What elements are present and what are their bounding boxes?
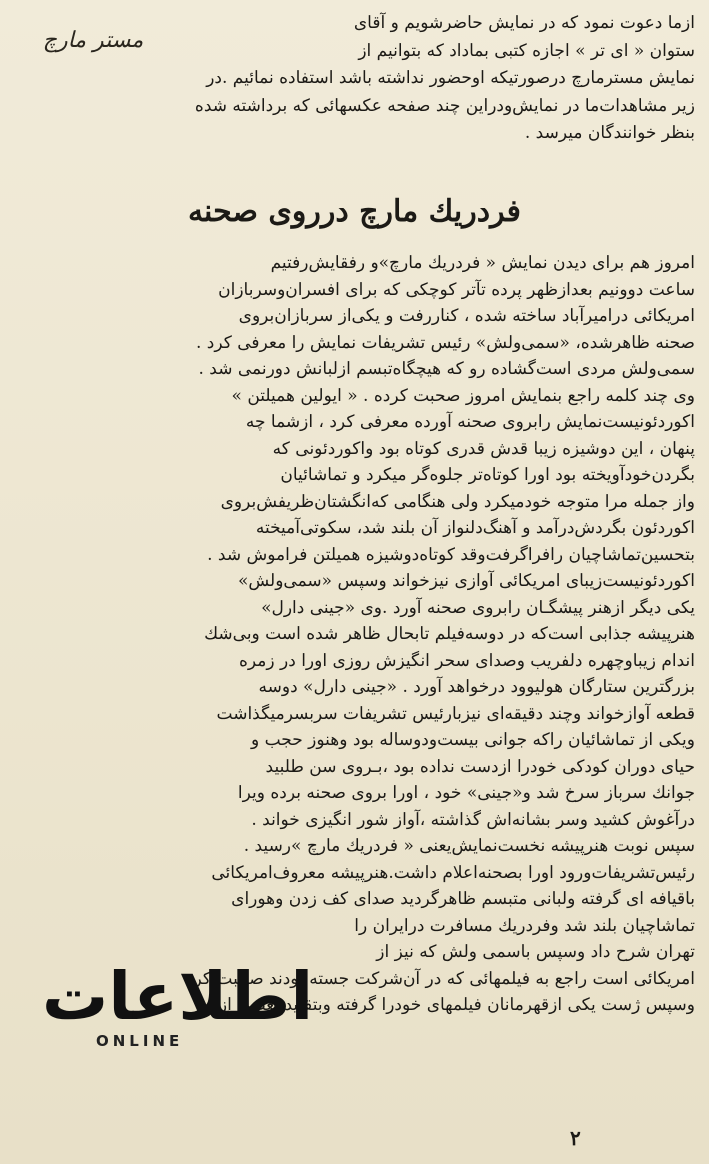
article-line: باقیافه ای گرفته ولبانی متبسم ظاهرگردید صدای کف زدن وهورای xyxy=(231,889,695,909)
article-line: درآغوش کشید وسر بشانه‌اش گذاشته ،آواز شور انگیزی خواند . xyxy=(251,809,695,830)
article-line: ویکی از تماشائیان راکه جوانی بیست‌ودوساله بود وهنوز حجب و xyxy=(250,730,695,750)
article-line: اکوردئون بگردش‌در‌آمد و آهنگ‌دلنواز آن بلند شد، سکوتی‌آمیخته xyxy=(255,518,695,538)
article-line: وی چند کلمه راجع بنمایش امروز صحبت کرده . « ایولین همیلتن » xyxy=(231,385,695,406)
article-line: بزرگترین ستارگان هولیوود درخواهد آورد . «جینی دارل» دوسه xyxy=(258,677,695,697)
article-line: هنر‌پیشه جذابی است‌که در دوسه‌فیلم تابحال ظاهر شده است وبی‌شك xyxy=(204,624,695,644)
intro-line: ازما دعوت نمود که در نمایش حاضرشویم و آقای xyxy=(353,13,695,33)
article-line: وسپس ژست یکی ازقهرمانان فیلمهای خودرا گرفته وبتقلید بعضی از xyxy=(218,995,695,1015)
intro-line: نمایش مسترمارچ درصورتیکه اوحضور نداشته باشد استفاده نمائیم .در xyxy=(206,68,695,88)
article-line: اکوردئونیست‌زیبای امریکائی آوازی نیزخواند وسپس «سمی‌ولش» xyxy=(237,571,695,591)
article-line: پنهان ، این دوشیزه زیبا قدش قدری کوتاه بود واکوردئونی که xyxy=(272,438,695,459)
article-line: تهران شرح داد وسپس باسمی ولش که نیز از xyxy=(376,942,695,962)
article-line: امریکائی است راجع به فیلمهائی که در آن‌شرکت جسته بودند صحبت کرد xyxy=(185,968,695,989)
intro-line: ستوان « ای تر » اجازه کتبی بماداد که بتوانیم از xyxy=(358,40,695,61)
watermark-sub-text: ONLINE xyxy=(96,1032,184,1050)
article-line: تماشاچیان بلند شد وفردریك مسافرت درایران را xyxy=(354,915,695,936)
article-line: سپس نوبت هنر‌پیشه نخست‌نمایش‌یعنی « فردریك مارچ »رسید . xyxy=(243,836,695,856)
article-line: ساعت دو‌ونیم بعدازظهر پرده تآتر کوچکی که برای افسران‌وسربازان xyxy=(218,279,695,300)
article-body xyxy=(14,250,695,1019)
ettelaat-watermark-logo xyxy=(12,950,314,1070)
watermark-logo-text: اطلاعات xyxy=(42,958,314,1035)
handwritten-signature: مستر مارچ xyxy=(42,28,144,53)
article-line: اکوردئونیست‌نمایش رابروی صحنه آورده معرفی کرد ، ازشما چه xyxy=(245,412,695,432)
article-line: جوانك سرباز سرخ شد و«جینی» خود ، اورا بروی صحنه برده ویرا xyxy=(237,783,695,803)
article-title: فردریك مارچ درروی صحنه xyxy=(187,194,522,229)
article-line: امروز هم برای دیدن نمایش « فردریك مارچ»و رفقایش‌رفتیم xyxy=(270,253,695,273)
article-line: قطعه آوازخواند وچند دقیقه‌ای نیزبارئیس تشریفات سربسر‌میگذاشت xyxy=(216,703,695,724)
intro-line: زیر مشاهدات‌ما در نمایش‌و‌در‌این چند صفحه عکسهائی که برداشته شده xyxy=(194,95,695,116)
text-column xyxy=(14,10,695,1019)
article-line: اندام زیبا‌وچهره دلفریب وصدای سحر انگیزش روزی اورا در زمره xyxy=(239,650,695,671)
article-line: بتحسین‌تماشاچیان رافرا‌گرفت‌وقد کوتاه‌دوشیزه همیلتن فراموش شد . xyxy=(207,544,695,565)
intro-section xyxy=(14,10,695,178)
article-line: یکی دیگر ازهنر پیشگـان رابروی صحنه آورد .وی «جینی دارل» xyxy=(261,597,695,618)
article-line: حیای دوران کودکی خودرا ازدست نداده بود ،بـروی سن طلبید xyxy=(265,756,695,777)
article-line: بگردن‌خود‌آویخته بود اورا کوتاه‌تر جلوه‌گر میکرد و تماشائیان xyxy=(280,465,695,485)
article-line: سمی‌ولش مردی است‌گشاده رو که هیچگاه‌تبسم ازلبانش دورنمی شد . xyxy=(198,359,695,379)
article-line: واز جمله مرا متوجه خودمیکرد ولی هنگامی که‌انگشتان‌ظریفش‌بروی xyxy=(220,491,695,512)
article-line: رئیس‌تشریفات‌ورود اورا بصحنه‌اعلام داشت‌.هنر‌پیشه معروف‌امریکائی xyxy=(211,862,695,883)
article-line: صحنه ظاهرشده‌، «سمی‌ولش» رئیس تشریفات نمایش را معرفی کرد . xyxy=(195,332,695,353)
page-number: ۲ xyxy=(570,1126,581,1150)
article-line: امریکائی درامیرآباد ساخته شده ، کنار‌رفت و یکی‌از سربازان‌بروی xyxy=(238,306,695,326)
intro-line: بنظر خوانندگان میرسد . xyxy=(524,123,695,143)
